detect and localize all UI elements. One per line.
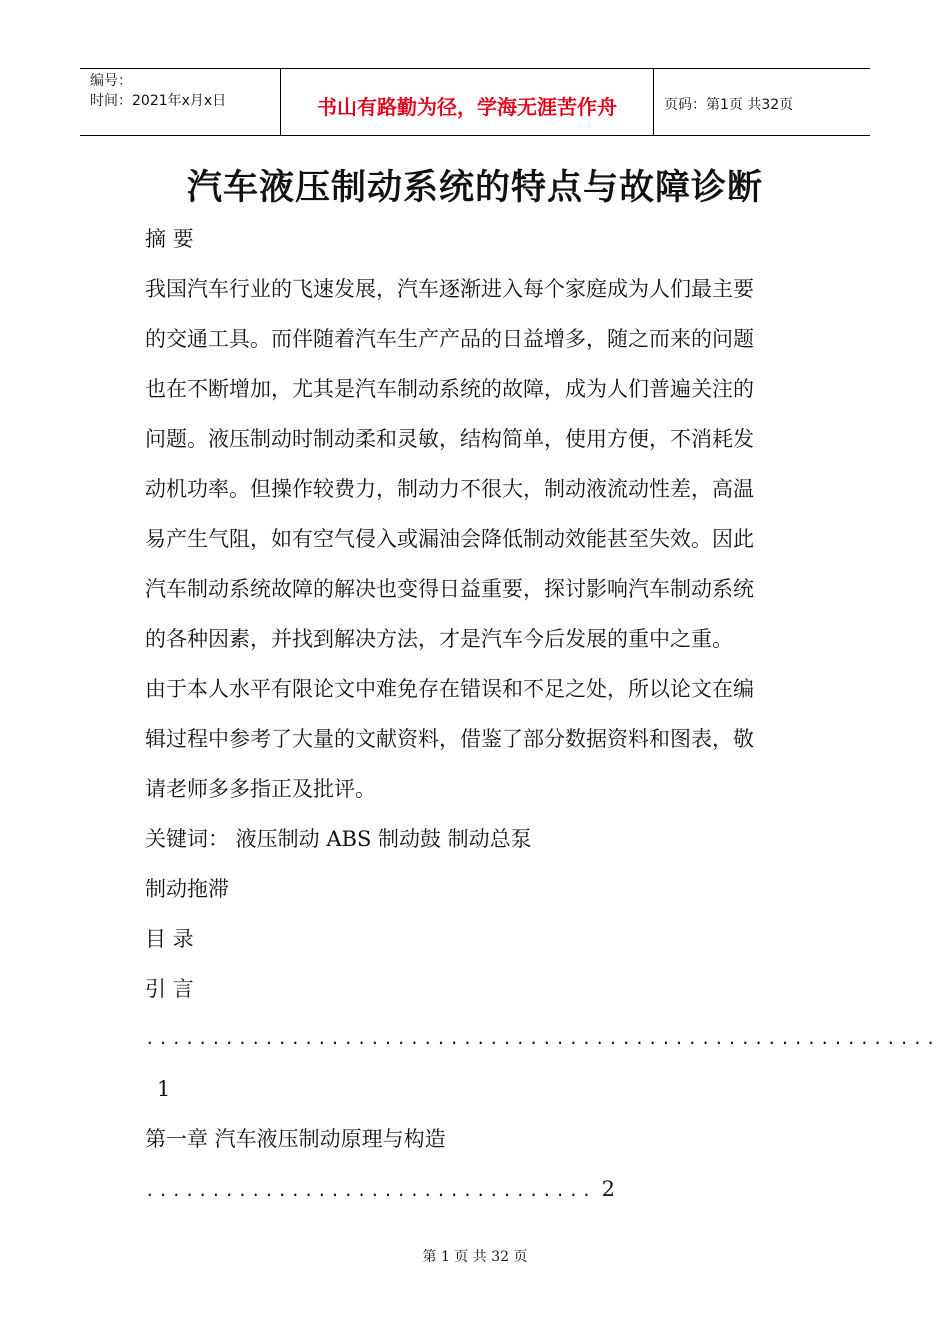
abstract-line: 问题。液压制动时制动柔和灵敏，结构简单，使用方便，不消耗发 [145,427,754,451]
keywords-line: 关键词： 液压制动 ABS 制动鼓 制动总泵 [145,827,532,851]
page-info: 页码：第1页 共32页 [664,97,794,113]
motto-text: 书山有路勤为径，学海无涯苦作舟 [317,94,617,119]
header-motto-cell [281,69,654,135]
abstract-line: 由于本人水平有限论文中难免存在错误和不足之处，所以论文在编 [145,677,754,701]
header-page-cell [654,69,870,135]
abstract-line: 请老师多多指正及批评。 [145,777,376,801]
abstract-line: 汽车制动系统故障的解决也变得日益重要，探讨影响汽车制动系统 [145,577,754,601]
abstract-line: 的各种因素，并找到解决方法，才是汽车今后发展的重中之重。 [145,627,733,651]
abstract-line: 的交通工具。而伴随着汽车生产产品的日益增多，随之而来的问题 [145,327,754,351]
abstract-line: 辑过程中参考了大量的文献资料，借鉴了部分数据资料和图表，敬 [145,727,754,751]
page-header [80,68,870,136]
toc-entry-ch1-page: 2 [601,1177,615,1201]
toc-entry-ch1-leader [145,1164,805,1214]
abstract-line: 我国汽车行业的飞速发展，汽车逐渐进入每个家庭成为人们最主要 [145,277,754,301]
toc-entry-intro-page: 1 [157,1077,171,1101]
abstract-line: 动机功率。但操作较费力，制动力不很大，制动液流动性差，高温 [145,477,754,501]
toc-entry-intro-label: 引 言 [145,977,194,1001]
header-meta-cell [80,69,281,135]
toc-entry-intro-dots: ............................................................ [145,1029,939,1048]
keywords-continuation: 制动拖滞 [145,877,229,901]
abstract-heading: 摘 要 [145,227,194,251]
abstract-line: 易产生气阻，如有空气侵入或漏油会降低制动效能甚至失效。因此 [145,527,754,551]
toc-heading: 目 录 [145,927,194,951]
abstract-line: 也在不断增加，尤其是汽车制动系统的故障，成为人们普遍关注的 [145,377,754,401]
toc-entry-ch1-dots: .................................. [145,1181,595,1200]
toc-entry-ch1-label: 第一章 汽车液压制动原理与构造 [145,1127,446,1151]
date-label: 时间：2021年x月x日 [90,93,227,109]
page-footer: 第 1 页 共 32 页 [422,1249,528,1265]
serial-number-label: 编号： [90,73,132,89]
document-body [145,214,939,1214]
document-title: 汽车液压制动系统的特点与故障诊断 [186,167,763,208]
